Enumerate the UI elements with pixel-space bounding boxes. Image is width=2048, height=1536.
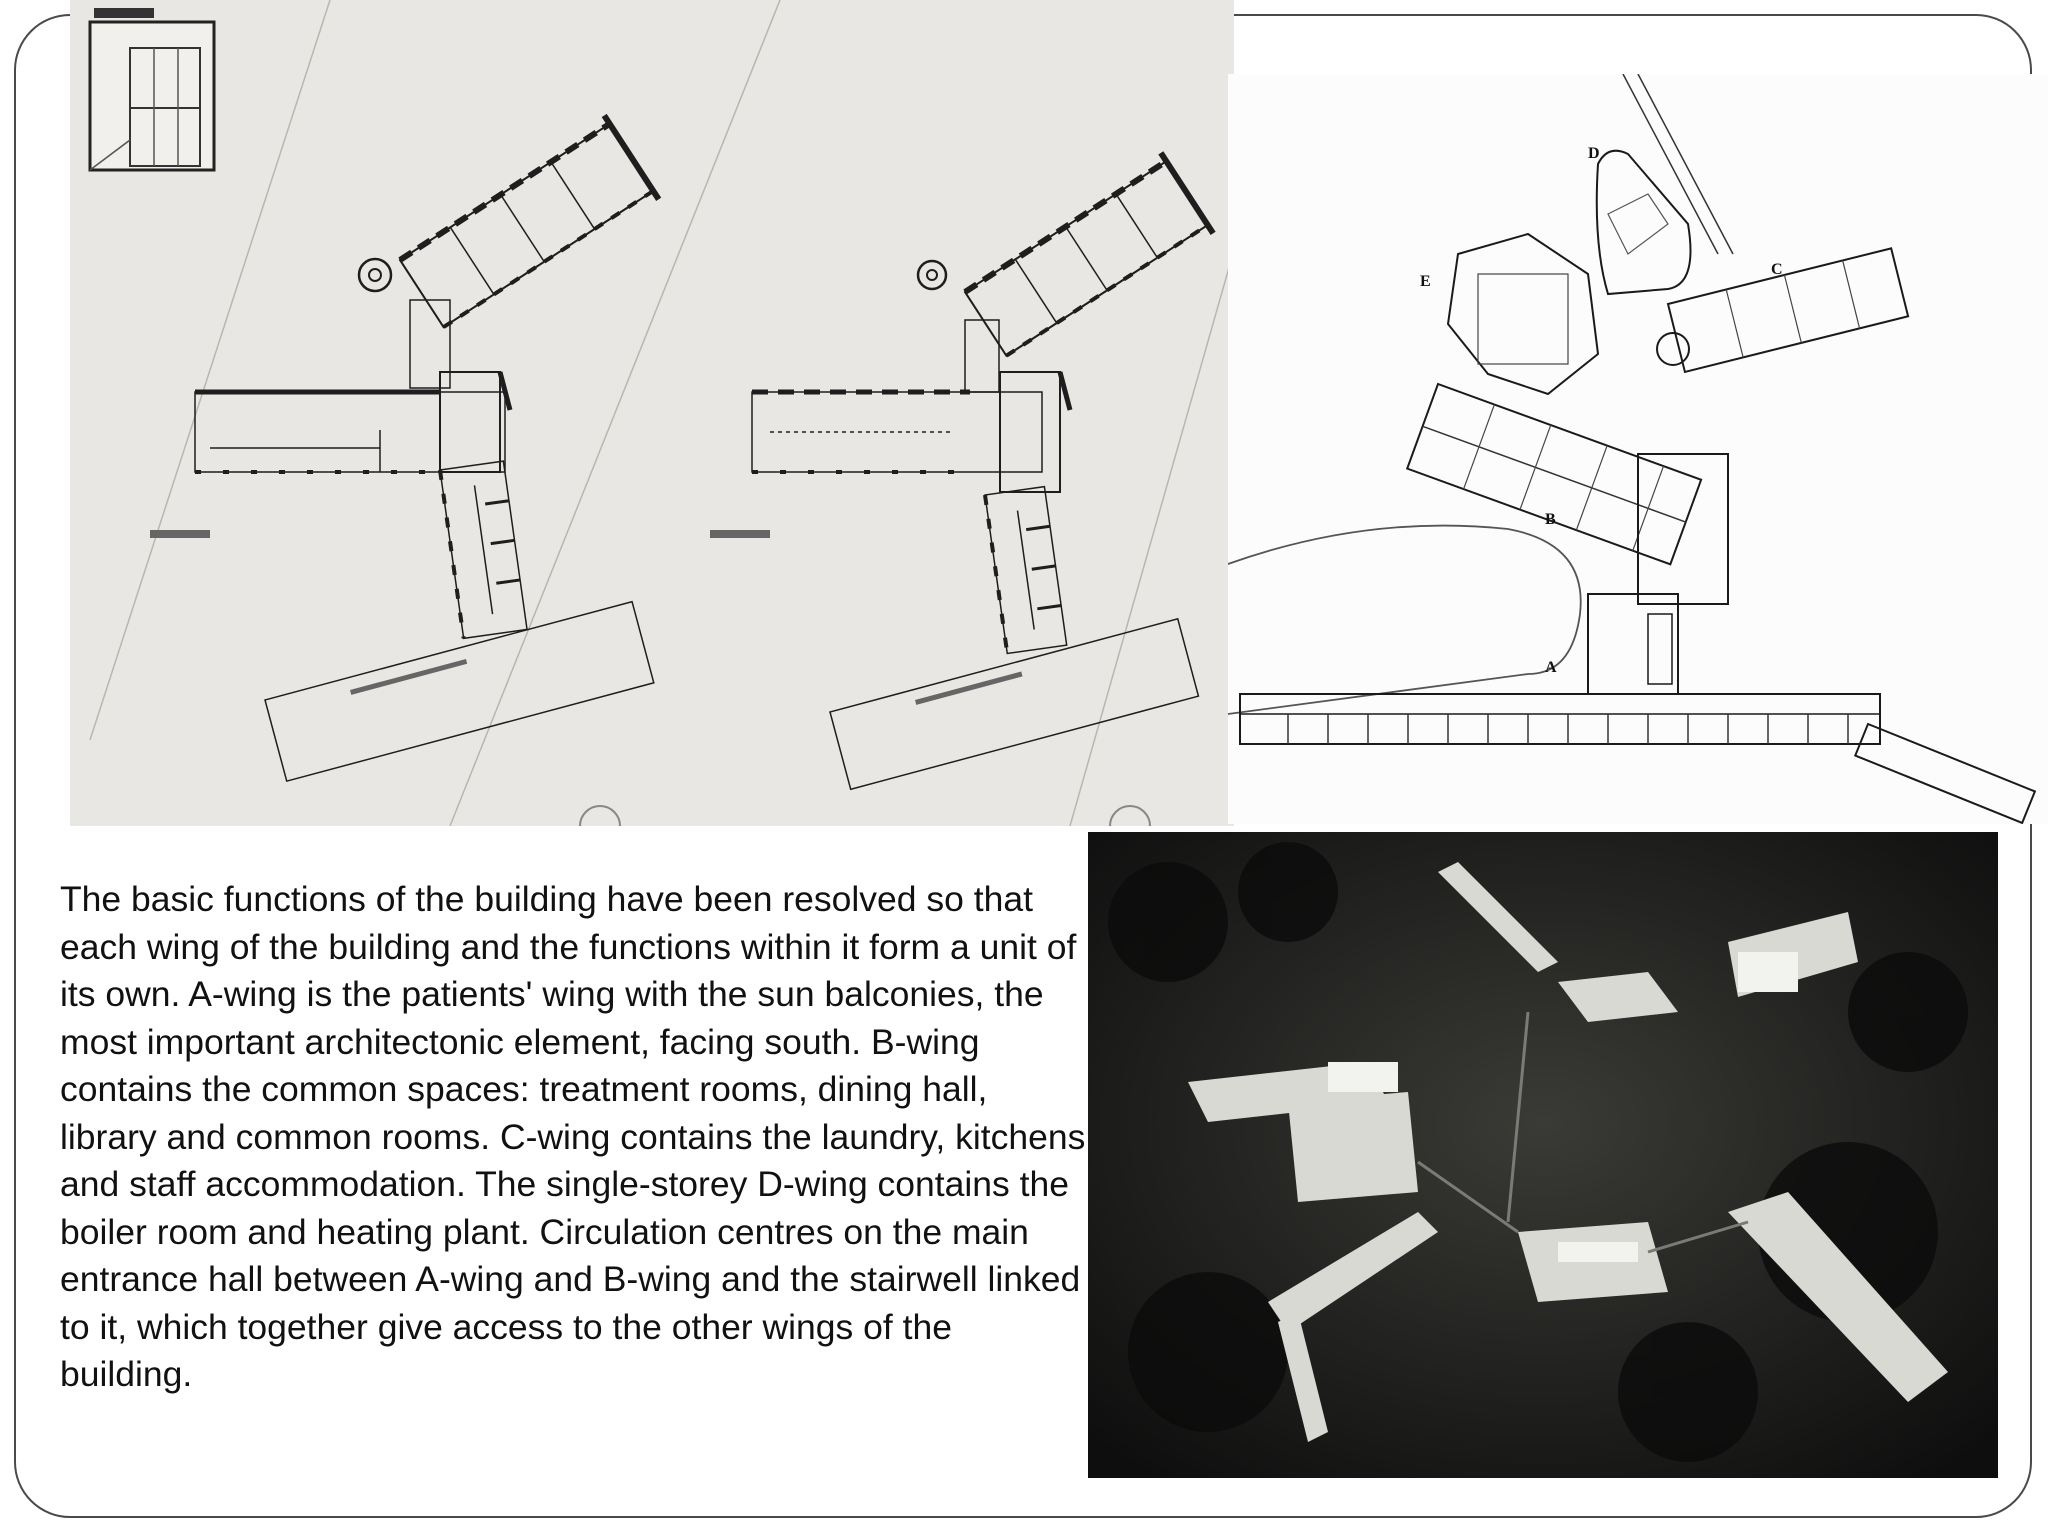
body-paragraph: The basic functions of the building have been resolved so that each wing of the building and the functions within it form a unit of its own. A-wing is the patients' wing with the sun balconies, the most important architectonic element, facing south. B-wing contains the common spaces: treatment rooms, dining hall, library and common rooms. C-wing contains the laundry, kitchens and staff accommodation. The single-storey D-wing contains the boiler room and heating plant. Circulation centres on the main entrance hall between A-wing and B-wing and the stairwell linked to it, which together give access to the other wings of the building. [60, 879, 1086, 1394]
aerial-photo [1088, 832, 1998, 1478]
floor-plans-image [70, 0, 1234, 826]
site-plan-image [1228, 74, 2048, 824]
wing-label-b: B [1545, 511, 1556, 528]
wing-label-a: A [1545, 659, 1557, 676]
wing-label-c: C [1771, 261, 1783, 278]
wing-label-d: D [1588, 145, 1600, 162]
wing-label-e: E [1420, 273, 1431, 290]
